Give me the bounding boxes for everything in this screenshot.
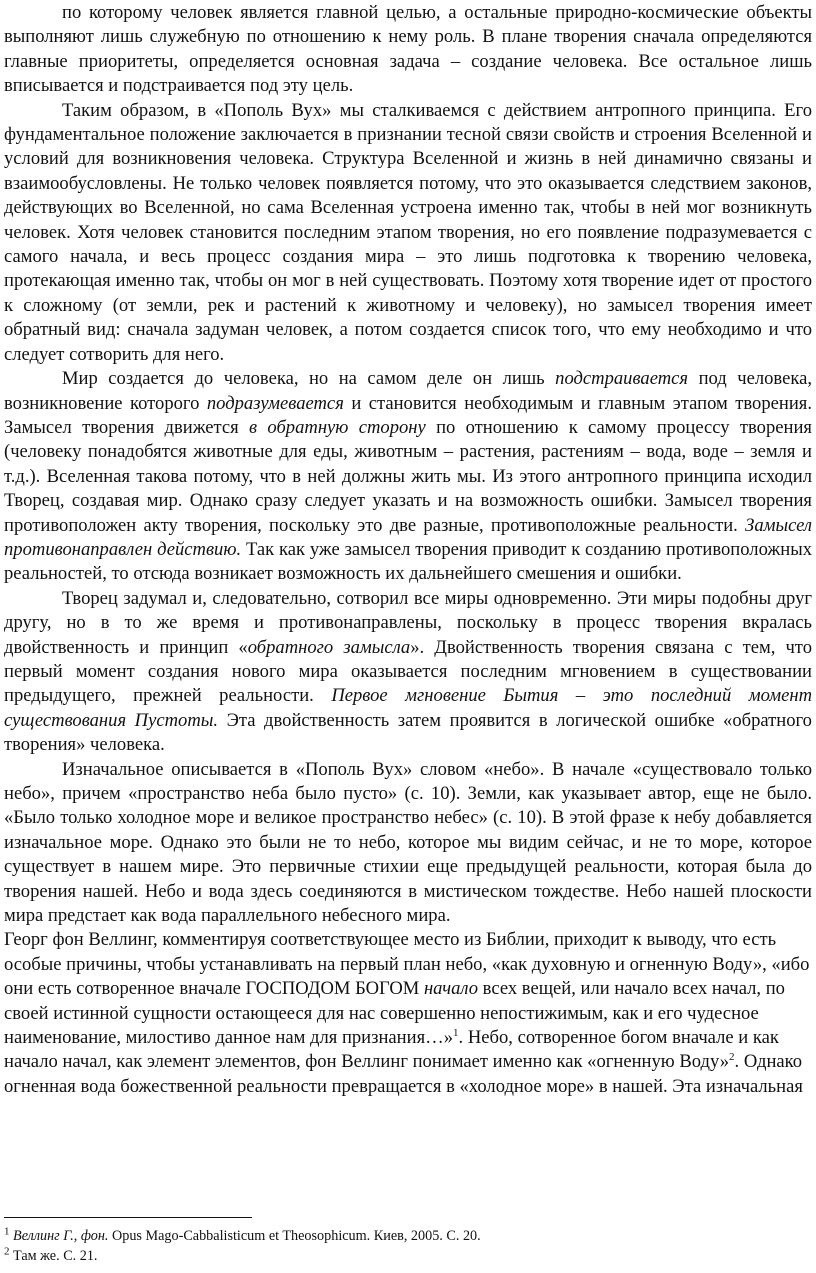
italic-run: обратного замысла <box>247 636 411 658</box>
text-run: Мир создается до человека, но на самом деле он лишь <box>62 368 556 390</box>
paragraph <box>4 928 812 1099</box>
italic-run: Замысел противонаправлен действию. <box>4 514 812 560</box>
footnote-ref: 2 <box>729 1051 735 1064</box>
footnote-ref: 1 <box>4 1225 10 1238</box>
text-run: Георг фон Веллинг, комментируя соответствующее место из Библии, приходит к выводу, что есть особые причины, чтобы устанавливать на первый план небо, «как духовную и огненную Воду», «ибо они есть сотворенное вначале ГОСПОДОМ БОГОМ <box>4 929 810 1000</box>
text-run: по которому человек является главной целью, а остальные природно-космические объекты выполняют лишь служебную по отношению к нему роль. В плане творения сначала определяются главные приоритеты, определяется основная задача – создание человека. Все остальное лишь вписывается и подстраивается под эту цель. <box>4 2 812 97</box>
text-run: Так как уже замысел творения приводит к созданию противоположных реальностей, то отсюда возникает возможность их дальнейшего смешения и ошибки. <box>4 538 812 585</box>
italic-run: Веллинг Г., фон. <box>13 1228 109 1244</box>
footnote <box>4 1246 804 1266</box>
italic-run: подразумевается <box>206 392 344 414</box>
body-text <box>4 1 812 1099</box>
footnote-ref: 1 <box>453 1026 459 1039</box>
text-run: под человека, возникновение которого <box>4 368 812 414</box>
footnote-separator <box>4 1217 252 1218</box>
footnotes <box>4 1226 804 1266</box>
italic-run: в обратную сторону <box>249 416 426 438</box>
text-run: . Небо, сотворенное богом вначале и как начало начал, как элемент элементов, фон Веллинг понимает именно как «огненную Воду» <box>4 1027 779 1073</box>
text-run: Opus Mago-Cabbalisticum et Theosophicum. Киев, 2005. С. 20. <box>108 1228 481 1244</box>
paragraph <box>4 758 812 929</box>
text-run: по отношению к самому процессу творения (человеку понадобятся животные для еды, животным – растения, растениям – вода, воде – земля и т.д.). Вселенная такова потому, что в ней должны жить мы. Из этого антропного принципа исходил Творец, создавая мир. Однако сразу следует указать и на возможность ошибки. Замысел творения противоположен акту творения, поскольку это две разные, противоположные реальности. <box>4 416 812 536</box>
footnote-ref: 2 <box>4 1245 10 1258</box>
text-run: Эта двойственность затем проявится в логической ошибке «обратного творения» человека. <box>4 709 812 756</box>
paragraph <box>4 99 812 367</box>
text-run: ». Двойственность творения связана с тем, что первый момент создания нового мира оказывается последним мгновением в существовании предыдущего, прежней реальности. <box>4 636 812 707</box>
text-run: . Однако огненная вода божественной реальности превращается в «холодное море» в нашей. Эта изначальная <box>4 1051 803 1097</box>
text-run: Творец задумал и, следовательно, сотворил все миры одновременно. Эти миры подобны друг другу, но в то же время и противонаправлены, поскольку в процесс творения вкралась двойственность и принцип « <box>4 587 812 658</box>
italic-run: подстраивается <box>555 368 689 390</box>
italic-run: Первое мгновение Бытия – это последний момент существования Пустоты. <box>4 685 813 731</box>
text-run: всех вещей, или начало всех начал, по своей истинной сущности остающееся для нас совершенно непостижимым, как и его чудесное наименование, милостиво данное нам для признания…» <box>4 978 785 1049</box>
text-run: Изначальное описывается в «Пополь Вух» словом «небо». В начале «существовало только небо», причем «пространство неба было пусто» (с. 10). Земли, как указывает автор, еще не было. «Было только холодное море и великое пространство небес» (с. 10). В этой фразе к небу добавляется изначальное море. Однако это были не то небо, которое мы видим сейчас, и не то море, которое существует в нашем мире. Это первичные стихии еще предыдущей реальности, которая была до творения нашей. Небо и вода здесь соединяются в мистическом тождестве. Небо нашей плоскости мира предстает как вода параллельного небесного мира. <box>4 758 812 927</box>
text-run: Таким образом, в «Пополь Вух» мы сталкиваемся с действием антропного принципа. Его фундаментальное положение заключается в признании тесной связи свойств и строения Вселенной и условий для возникновения человека. Структура Вселенной и жизнь в ней динамично связаны и взаимообусловлены. Не только человек появляется потому, что это оказывается следствием законов, действующих во Вселенной, но сама Вселенная устроена именно так, чтобы в ней мог возникнуть человек. Хотя человек становится последним этапом творения, но его появление подразумевается с самого начала, и весь процесс создания мира – это лишь подготовка к творению человека, протекающая именно так, чтобы он мог в ней существовать. Поэтому хотя творение идет от простого к сложному (от земли, рек и растений к животному и человеку), но замысел творения имеет обратный вид: сначала задуман человек, а потом создается список того, что ему необходимо и что следует сотворить для него. <box>4 99 812 365</box>
paragraph <box>4 587 812 758</box>
text-run: и становится необходимым и главным этапом творения. Замысел творения движется <box>4 392 812 438</box>
italic-run: начало <box>423 978 479 1000</box>
paragraph <box>4 367 812 587</box>
paragraph <box>4 1 812 99</box>
text-run: Там же. С. 21. <box>9 1248 98 1264</box>
footnote <box>4 1226 804 1246</box>
